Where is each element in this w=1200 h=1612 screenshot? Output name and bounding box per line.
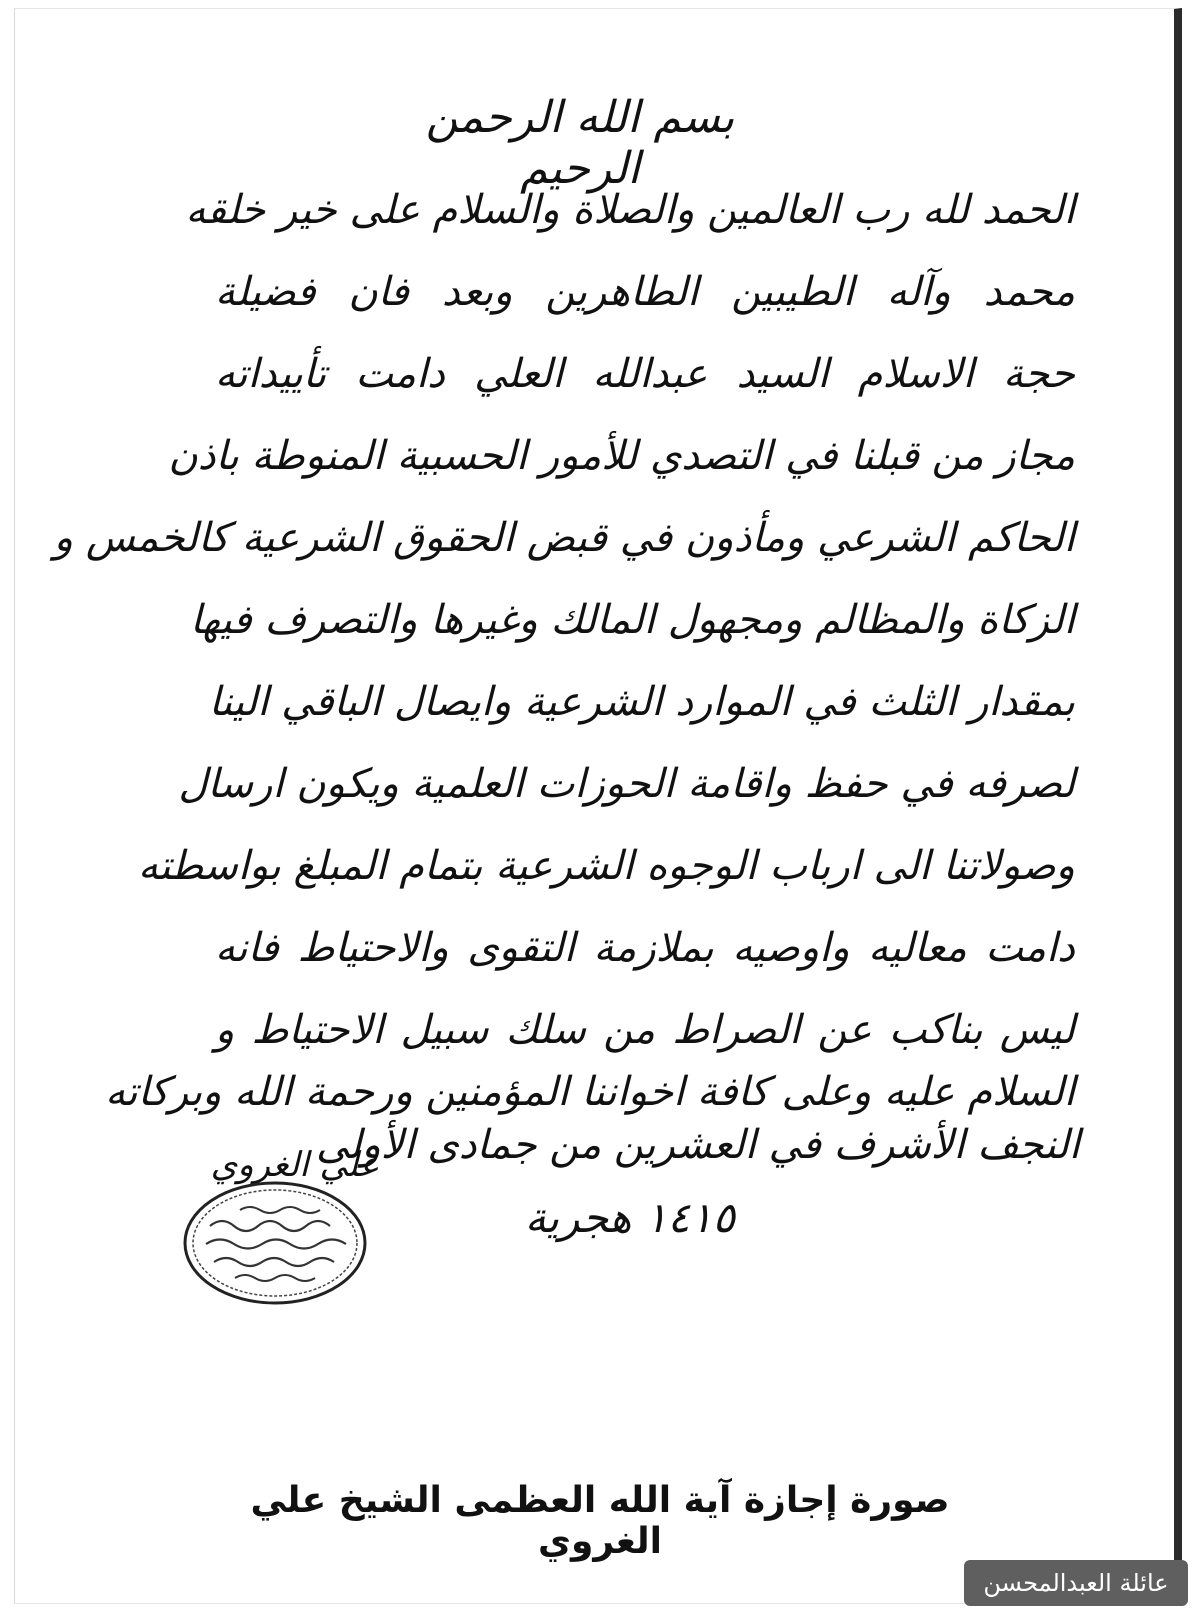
watermark-badge: عائلة العبدالمحسن	[964, 1560, 1188, 1606]
basmala: بسم الله الرحمن الرحيم	[425, 92, 735, 194]
date-line: النجف الأشرف في العشرين من جمادى الأولى	[315, 1122, 1080, 1168]
letter-line-10: دامت معاليه واوصيه بملازمة التقوى والاحتياط فانه	[215, 925, 1075, 971]
letter-line-9: وصولاتنا الى ارباب الوجوه الشرعية بتمام المبلغ بواسطته	[137, 843, 1075, 889]
letter-line-2: محمد وآله الطيبين الطاهرين وبعد فان فضيلة	[215, 269, 1075, 315]
signature: علي الغروي	[210, 1145, 380, 1185]
letter-line-3: حجة الاسلام السيد عبدالله العلي دامت تأييداته	[215, 351, 1075, 397]
letter-line-6: الزكاة والمظالم ومجهول المالك وغيرها والتصرف فيها	[189, 597, 1075, 643]
document-caption: صورة إجازة آية الله العظمى الشيخ علي الغروي	[250, 1480, 950, 1562]
letter-line-7: بمقدار الثلث في الموارد الشرعية وايصال الباقي الينا	[208, 679, 1075, 725]
letter-line-1: الحمد لله رب العالمين والصلاة والسلام على خير خلقه	[185, 187, 1075, 233]
seal-stamp-icon	[180, 1178, 370, 1308]
letter-line-4: مجاز من قبلنا في التصدي للأمور الحسبية المنوطة باذن	[168, 433, 1075, 479]
year-line: ١٤١٥ هجرية	[524, 1193, 736, 1242]
letter-line-8: لصرفه في حفظ واقامة الحوزات العلمية ويكون ارسال	[178, 761, 1075, 807]
letter-line-5: الحاكم الشرعي ومأذون في قبض الحقوق الشرعية كالخمس و	[53, 515, 1075, 561]
letter-line-12: السلام عليه وعلى كافة اخواننا المؤمنين ورحمة الله وبركاته	[105, 1069, 1075, 1115]
letter-line-11: ليس بناكب عن الصراط من سلك سبيل الاحتياط و	[215, 1007, 1075, 1053]
